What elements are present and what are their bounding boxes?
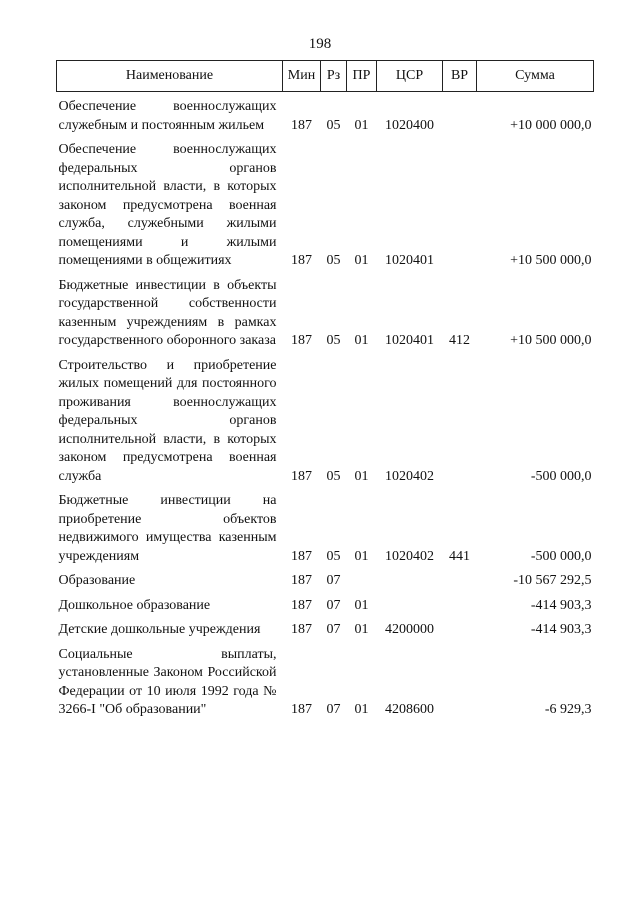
row-sum: +10 500 000,0: [510, 333, 592, 348]
row-csr: 4200000: [385, 622, 434, 637]
row-name: Дошкольное образование: [58, 597, 211, 613]
row-pr: 01: [354, 117, 369, 133]
row-rz: 05: [326, 117, 341, 133]
row-csr: [377, 591, 443, 616]
row-csr: 1020400: [385, 117, 434, 133]
row-vr: [443, 351, 477, 487]
row-sum: -500 000,0: [530, 548, 592, 564]
row-vr: 412: [449, 333, 470, 348]
row-sum: +10 000 000,0: [510, 117, 592, 133]
row-vr: [443, 135, 477, 271]
row-csr: 1020402: [385, 548, 434, 564]
row-min: 187: [291, 253, 312, 268]
row-name: Бюджетные инвестиции в объекты государственной собственности казенным учреждениям в рамках государственного оборонного заказа: [58, 277, 277, 348]
row-pr: 01: [354, 333, 369, 348]
row-pr: 01: [354, 597, 369, 613]
row-name: Детские дошкольные учреждения: [58, 622, 261, 637]
row-rz: 07: [326, 597, 341, 613]
table-row: [57, 271, 594, 351]
page-number: 198: [308, 36, 332, 52]
row-vr: [443, 566, 477, 591]
table-row: [57, 135, 594, 271]
table-row: [57, 615, 594, 640]
row-name: Обеспечение военнослужащих федеральных органов исполнительной власти, в которых законом предусмотрена военная служба, служебными жилыми помещениями и жилыми помещениями в общежитиях: [58, 142, 277, 268]
row-name: Обеспечение военнослужащих служебным и постоянным жильем: [58, 99, 277, 133]
row-rz: 05: [326, 548, 341, 564]
row-rz: 07: [326, 622, 341, 637]
row-pr: 01: [354, 253, 369, 268]
row-rz: 05: [326, 253, 341, 268]
header-csr: ЦСР: [377, 61, 443, 92]
row-name: Социальные выплаты, установленные Законом Российской Федерации от 10 июля 1992 года № 3266-I "Об образовании": [58, 646, 277, 717]
table-row: [57, 92, 594, 136]
row-csr: 1020402: [385, 468, 434, 484]
row-name: Образование: [58, 573, 136, 588]
header-vr: ВР: [443, 61, 477, 92]
row-sum: -414 903,3: [530, 597, 592, 613]
row-sum: -10 567 292,5: [513, 573, 592, 588]
row-pr: 01: [354, 468, 369, 484]
row-min: 187: [291, 702, 312, 717]
table-header-row: [57, 61, 594, 92]
row-sum: -414 903,3: [530, 622, 592, 637]
row-pr: 01: [354, 702, 369, 717]
row-rz: 07: [326, 702, 341, 717]
row-rz: 07: [326, 573, 341, 588]
row-min: 187: [291, 622, 312, 637]
header-rz: Рз: [321, 61, 347, 92]
header-min: Мин: [283, 61, 321, 92]
header-pr: ПР: [347, 61, 377, 92]
row-min: 187: [291, 573, 312, 588]
row-pr: 01: [354, 548, 369, 564]
header-sum: Сумма: [477, 61, 594, 92]
row-vr: [443, 591, 477, 616]
row-pr: 01: [354, 622, 369, 637]
row-min: 187: [291, 333, 312, 348]
row-sum: -6 929,3: [544, 702, 592, 717]
row-rz: 05: [326, 333, 341, 348]
row-name: Строительство и приобретение жилых помещений для постоянного проживания военнослужащих федеральных органов исполнительной власти, в которых законом предусмотрена военная служба: [58, 357, 277, 484]
row-min: 187: [291, 548, 312, 564]
table-row: [57, 486, 594, 566]
row-name: Бюджетные инвестиции на приобретение объектов недвижимого имущества казенным учреждениям: [58, 493, 277, 564]
row-vr: [443, 615, 477, 640]
row-vr: [443, 640, 477, 720]
row-csr: 1020401: [385, 333, 434, 348]
row-vr: [443, 92, 477, 136]
row-vr: 441: [449, 548, 470, 564]
table-row: [57, 640, 594, 720]
header-name: Наименование: [57, 61, 283, 92]
table-row: [57, 591, 594, 616]
table-row: [57, 351, 594, 487]
row-csr: 4208600: [385, 702, 434, 717]
row-csr: [377, 566, 443, 591]
row-min: 187: [291, 597, 312, 613]
row-sum: -500 000,0: [530, 468, 592, 484]
budget-table: [56, 60, 594, 720]
table-row: [57, 566, 594, 591]
row-pr: [347, 566, 377, 591]
row-rz: 05: [326, 468, 341, 484]
row-sum: +10 500 000,0: [510, 253, 592, 268]
row-min: 187: [291, 468, 312, 484]
row-csr: 1020401: [385, 253, 434, 268]
row-min: 187: [291, 117, 312, 133]
